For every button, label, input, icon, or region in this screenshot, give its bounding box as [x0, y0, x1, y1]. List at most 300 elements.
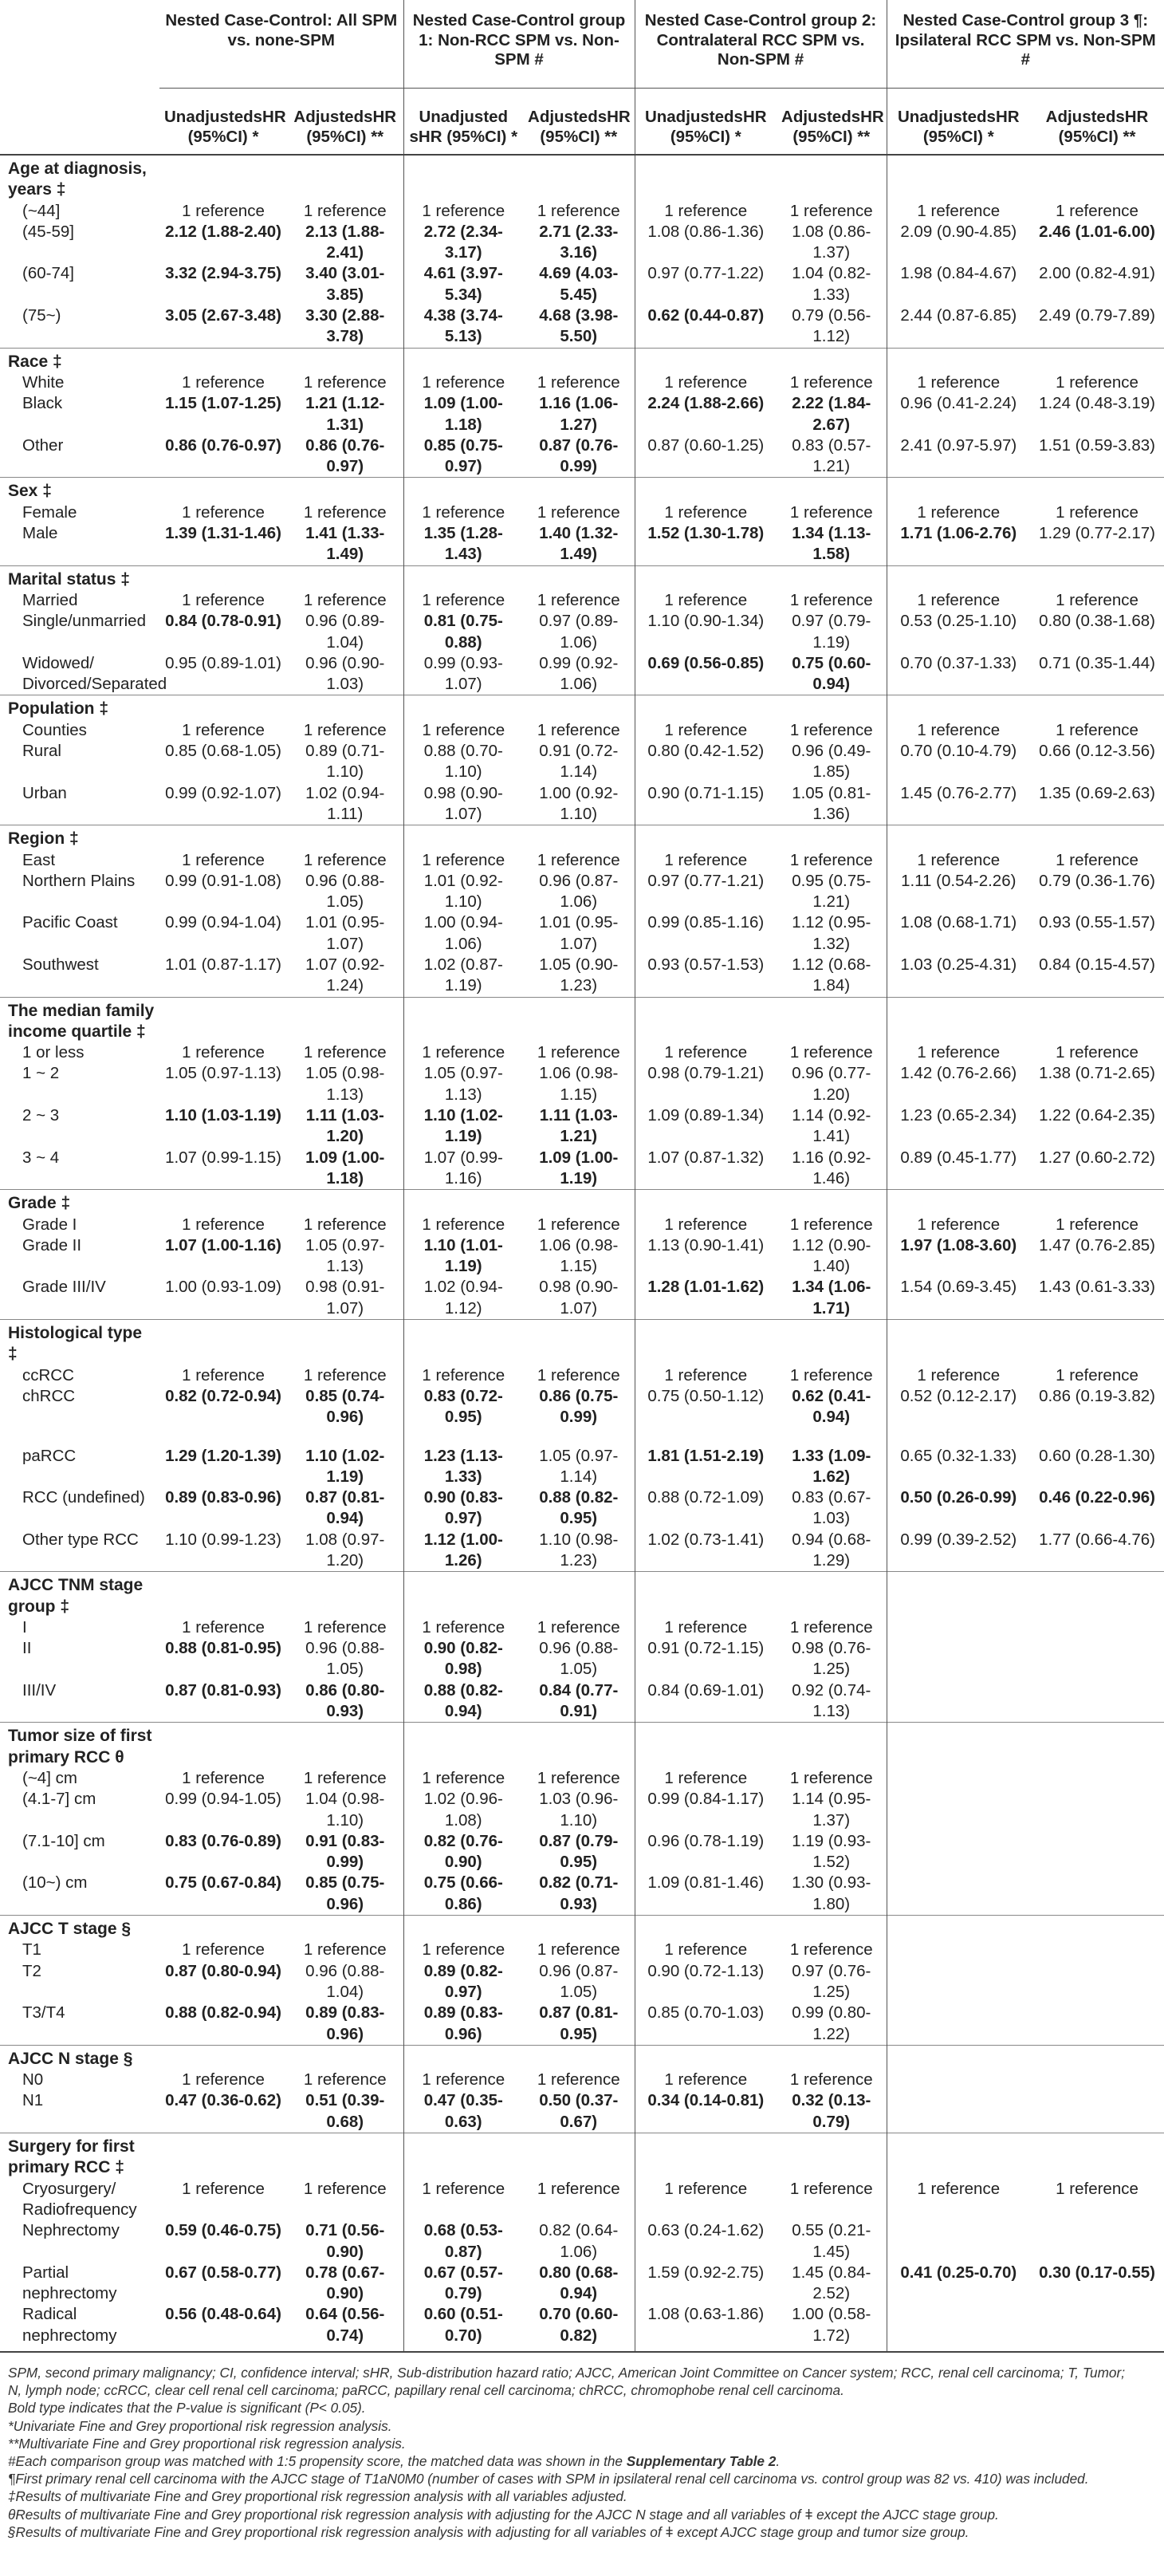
sHR-cell: 0.60 (0.51-0.70) — [403, 2304, 523, 2352]
sHR-cell: 1.34 (1.13-1.58) — [792, 524, 871, 564]
table-row — [0, 850, 1164, 871]
sHR-cell: 0.96 (0.90-1.03) — [305, 653, 385, 694]
sHR-cell: 0.51 (0.39-0.68) — [305, 2091, 385, 2131]
section-empty-cell — [777, 2133, 887, 2179]
sHR-cell: 1 reference — [403, 201, 523, 222]
section-empty-cell — [523, 1190, 635, 1215]
sHR-cell: 0.64 (0.56-0.74) — [287, 2304, 403, 2352]
sHR-cell: 0.75 (0.66-0.86) — [403, 1873, 523, 1915]
sHR-cell: 0.99 (0.85-1.16) — [635, 912, 777, 955]
sHR-cell: 0.86 (0.19-3.82) — [1039, 1386, 1155, 1405]
row-label: 1 or less — [22, 1043, 85, 1062]
sHR-cell — [887, 2070, 1030, 2090]
sHR-cell: 0.97 (0.89-1.06) — [539, 612, 619, 652]
sHR-cell: 1 reference — [789, 590, 873, 609]
sHR-cell: 1 reference — [182, 372, 265, 392]
sHR-cell: 1.09 (1.00-1.19) — [539, 1148, 619, 1188]
sHR-cell: 0.97 (0.77-1.22) — [635, 263, 777, 305]
sHR-cell: 1 reference — [635, 720, 777, 741]
sHR-cell: 1.06 (0.98-1.15) — [539, 1064, 619, 1104]
section-empty-cell — [1030, 1723, 1164, 1768]
row-label: (4.1-7] cm — [22, 1790, 96, 1809]
sHR-cell: 0.97 (0.79-1.19) — [792, 612, 871, 652]
section-empty-cell — [777, 1572, 887, 1617]
table-row — [0, 435, 1164, 478]
sHR-cell: 1.12 (0.68-1.84) — [792, 955, 871, 995]
section-empty-cell — [287, 1723, 403, 1768]
row-label: Single/unmarried — [22, 612, 146, 631]
sHR-cell: 0.95 (0.75-1.21) — [792, 871, 871, 912]
sHR-cell: 0.50 (0.26-0.99) — [887, 1487, 1030, 1530]
sHR-cell: 0.62 (0.41-0.94) — [792, 1386, 871, 1427]
section-title: Region ‡ — [0, 825, 159, 850]
section-empty-cell — [1030, 348, 1164, 372]
sHR-cell: 1.07 (0.99-1.16) — [403, 1148, 523, 1190]
sHR-cell: 1 reference — [887, 1215, 1030, 1235]
sHR-cell: 1 reference — [303, 1617, 387, 1637]
sHR-cell: 1 reference — [635, 1215, 777, 1235]
section-empty-cell — [887, 478, 1030, 502]
sHR-cell: 0.99 (0.39-2.52) — [887, 1530, 1030, 1572]
sHR-cell: 0.92 (0.74-1.13) — [792, 1680, 871, 1721]
sHR-cell: 0.98 (0.76-1.25) — [792, 1639, 871, 1679]
row-label: (~44] — [22, 201, 61, 220]
section-empty-cell — [1030, 2045, 1164, 2070]
sHR-cell: 1 reference — [1056, 850, 1138, 869]
row-label: (10~) cm — [22, 1873, 88, 1893]
sHR-cell: 0.89 (0.71-1.10) — [305, 742, 385, 782]
sHR-cell: 0.70 (0.37-1.33) — [887, 653, 1030, 695]
section-empty-cell — [159, 1723, 287, 1768]
sHR-cell: 1.10 (0.90-1.34) — [635, 611, 777, 653]
section-header-row — [0, 1572, 1164, 1617]
sHR-cell: 1.09 (0.81-1.46) — [635, 1873, 777, 1915]
section-empty-cell — [523, 1320, 635, 1365]
sHR-cell — [1030, 1680, 1164, 1723]
section-empty-cell — [777, 478, 887, 502]
sHR-cell: 0.75 (0.60-0.94) — [792, 653, 871, 694]
sHR-cell: 0.97 (0.76-1.25) — [792, 1961, 871, 2001]
section-empty-cell — [159, 1916, 287, 1940]
sHR-cell: 1 reference — [537, 1617, 620, 1637]
row-label: T1 — [22, 1940, 41, 1960]
sHR-cell: 0.99 (0.94-1.04) — [165, 913, 281, 932]
sHR-cell: 1 reference — [635, 502, 777, 523]
sHR-cell: 0.66 (0.12-3.56) — [1039, 742, 1155, 761]
section-empty-cell — [287, 2133, 403, 2179]
sHR-cell: 1.07 (1.00-1.16) — [165, 1235, 281, 1255]
section-header-row — [0, 155, 1164, 201]
section-empty-cell — [635, 155, 777, 201]
sub-header: AdjustedsHR (95%CI) ** — [287, 89, 403, 156]
sHR-cell: 3.40 (3.01-3.85) — [305, 264, 385, 304]
sHR-cell — [887, 1638, 1030, 1680]
sHR-cell: 1 reference — [403, 2179, 523, 2221]
section-empty-cell — [1030, 1572, 1164, 1617]
sHR-cell: 2.49 (0.79-7.89) — [1039, 306, 1155, 325]
sHR-cell: 0.79 (0.36-1.76) — [1039, 871, 1155, 890]
section-empty-cell — [287, 997, 403, 1042]
sHR-cell: 0.80 (0.68-0.94) — [539, 2263, 619, 2303]
row-label: Cryosurgery/ Radiofrequency — [22, 2179, 137, 2219]
sHR-cell: 0.96 (0.87-1.06) — [539, 871, 619, 912]
sHR-cell: 0.56 (0.48-0.64) — [159, 2304, 287, 2352]
sHR-cell: 0.55 (0.21-1.45) — [792, 2221, 871, 2261]
sHR-cell: 4.38 (3.74-5.13) — [403, 305, 523, 348]
section-empty-cell — [635, 478, 777, 502]
sHR-cell: 1 reference — [789, 372, 873, 392]
sHR-cell: 1 reference — [887, 201, 1030, 222]
sHR-cell: 1 reference — [1056, 502, 1138, 522]
sHR-cell: 2.13 (1.88-2.41) — [305, 222, 385, 262]
footnote-multivariate: **Multivariate Fine and Grey proportional risk regression analysis. — [8, 2435, 406, 2452]
sHR-cell: 0.60 (0.28-1.30) — [1039, 1446, 1155, 1465]
row-label: Widowed/ Divorced/Separated — [22, 653, 167, 694]
sHR-cell: 0.97 (0.77-1.21) — [635, 871, 777, 913]
section-empty-cell — [777, 155, 887, 201]
sHR-cell: 1.16 (0.92-1.46) — [792, 1148, 871, 1188]
sHR-cell: 1.42 (0.76-2.66) — [887, 1063, 1030, 1105]
table-row — [0, 1365, 1164, 1386]
sHR-cell: 1 reference — [403, 1768, 523, 1789]
sHR-cell: 0.93 (0.57-1.53) — [635, 955, 777, 997]
sHR-cell: 1.24 (0.48-3.19) — [1039, 394, 1155, 413]
sHR-cell: 1 reference — [303, 1215, 387, 1234]
section-empty-cell — [403, 1916, 523, 1940]
sHR-cell: 1.51 (0.59-3.83) — [1039, 435, 1155, 455]
section-empty-cell — [635, 1190, 777, 1215]
sHR-cell: 1.59 (0.92-2.75) — [635, 2263, 777, 2305]
sHR-cell: 1 reference — [303, 1768, 387, 1787]
row-label: Female — [22, 502, 77, 522]
sHR-cell: 1 reference — [182, 1940, 265, 1960]
sHR-cell — [1030, 1768, 1164, 1789]
section-empty-cell — [1030, 695, 1164, 720]
table-row — [0, 393, 1164, 435]
section-header-row — [0, 1723, 1164, 1768]
sHR-cell — [1030, 2070, 1164, 2090]
sHR-cell: 0.88 (0.72-1.09) — [635, 1487, 777, 1530]
row-label: (75~) — [22, 306, 61, 325]
group-header-3: Nested Case-Control group 3 ¶: Ipsilateral RCC SPM vs. Non-SPM # — [887, 0, 1164, 89]
sHR-cell: 0.50 (0.37-0.67) — [539, 2091, 619, 2131]
row-label: (~4] cm — [22, 1768, 77, 1787]
table-row — [0, 1487, 1164, 1530]
sHR-cell: 2.22 (1.84-2.67) — [792, 394, 871, 434]
row-label: Radical nephrectomy — [0, 2304, 159, 2352]
section-empty-cell — [1030, 565, 1164, 590]
section-empty-cell — [777, 1190, 887, 1215]
sHR-cell: 1 reference — [789, 2070, 873, 2090]
sHR-cell: 0.91 (0.72-1.15) — [635, 1638, 777, 1680]
sHR-cell: 1.00 (0.58-1.72) — [777, 2304, 887, 2352]
row-label: Southwest — [22, 955, 99, 974]
group-header-row — [0, 0, 1164, 89]
sHR-cell: 1.03 (0.25-4.31) — [887, 955, 1030, 997]
sHR-cell: 1 reference — [1056, 372, 1138, 392]
sHR-cell: 0.67 (0.57-0.79) — [403, 2263, 523, 2305]
row-label: Grade III/IV — [22, 1278, 106, 1297]
sHR-cell: 0.68 (0.53-0.87) — [403, 2220, 523, 2263]
sHR-cell — [887, 1940, 1030, 1960]
sHR-cell: 1.04 (0.82-1.33) — [792, 264, 871, 304]
sHR-cell: 1 reference — [537, 2070, 620, 2090]
sHR-cell: 1 reference — [182, 1215, 265, 1234]
sHR-cell: 1.08 (0.63-1.86) — [635, 2304, 777, 2352]
sHR-cell: 0.53 (0.25-1.10) — [887, 611, 1030, 653]
sHR-cell: 1 reference — [303, 720, 387, 739]
row-label: (60-74] — [22, 264, 74, 283]
sHR-cell: 1.11 (1.03-1.21) — [539, 1106, 618, 1146]
sHR-cell: 1.09 (0.89-1.34) — [635, 1105, 777, 1148]
sHR-cell: 1 reference — [789, 1768, 873, 1787]
sHR-cell: 0.99 (0.80-1.22) — [792, 2003, 871, 2043]
section-header-row — [0, 825, 1164, 850]
section-empty-cell — [403, 478, 523, 502]
section-empty-cell — [635, 1320, 777, 1365]
section-empty-cell — [159, 997, 287, 1042]
section-empty-cell — [887, 565, 1030, 590]
section-empty-cell — [887, 695, 1030, 720]
section-empty-cell — [523, 997, 635, 1042]
table-row — [0, 611, 1164, 653]
section-empty-cell — [287, 1320, 403, 1365]
sHR-cell: 1 reference — [182, 2179, 265, 2198]
sHR-cell: 1.09 (1.00-1.18) — [403, 393, 523, 435]
table-row — [0, 263, 1164, 305]
section-empty-cell — [777, 997, 887, 1042]
sHR-cell: 1 reference — [303, 1940, 387, 1960]
row-label: 3 ~ 4 — [22, 1148, 60, 1167]
sHR-cell: 1.02 (0.87-1.19) — [403, 955, 523, 997]
sHR-cell: 1.97 (1.08-3.60) — [887, 1235, 1030, 1278]
sHR-cell: 1.07 (0.99-1.15) — [165, 1148, 281, 1167]
section-empty-cell — [635, 825, 777, 850]
sHR-cell: 0.82 (0.71-0.93) — [539, 1873, 619, 1913]
row-label: Other — [22, 435, 64, 455]
sHR-cell: 0.70 (0.60-0.82) — [523, 2304, 635, 2352]
sHR-cell — [887, 1831, 1030, 1873]
sHR-cell: 0.87 (0.81-0.93) — [165, 1680, 281, 1700]
sHR-cell: 1 reference — [303, 2179, 387, 2198]
sHR-cell: 0.87 (0.81-0.94) — [305, 1488, 385, 1528]
sHR-cell — [887, 1768, 1030, 1789]
table-row — [0, 1530, 1164, 1572]
sHR-cell: 1.33 (1.09-1.62) — [792, 1446, 871, 1486]
sHR-cell — [1030, 1617, 1164, 1638]
sHR-cell — [887, 1617, 1030, 1638]
section-title: Histological type ‡ — [0, 1320, 159, 1365]
sHR-cell: 1.47 (0.76-2.85) — [1039, 1235, 1155, 1255]
section-empty-cell — [635, 1916, 777, 1940]
sHR-cell: 0.84 (0.15-4.57) — [1039, 955, 1155, 974]
section-empty-cell — [1030, 997, 1164, 1042]
row-label: I — [22, 1617, 27, 1637]
section-empty-cell — [159, 695, 287, 720]
sHR-cell: 2.71 (2.33-3.16) — [539, 222, 619, 262]
sHR-cell: 0.90 (0.83-0.97) — [403, 1487, 523, 1530]
sHR-cell: 1.98 (0.84-4.67) — [887, 263, 1030, 305]
section-empty-cell — [887, 2133, 1030, 2179]
sHR-cell: 0.52 (0.12-2.17) — [887, 1386, 1030, 1428]
footnote-ipsilateral: ¶First primary renal cell carcinoma with the AJCC stage of T1aN0M0 (number of cases with SPM in ipsilateral renal cell carcinoma vs. control group was 82 vs. 410) was included. — [8, 2471, 1089, 2487]
section-empty-cell — [777, 565, 887, 590]
sHR-cell: 1.35 (0.69-2.63) — [1039, 783, 1155, 802]
sHR-cell: 1.13 (0.90-1.41) — [635, 1235, 777, 1278]
section-empty-cell — [159, 348, 287, 372]
sHR-cell: 2.24 (1.88-2.66) — [635, 393, 777, 435]
table-row — [0, 1042, 1164, 1063]
table-row — [0, 1105, 1164, 1148]
sHR-cell: 1.12 (1.00-1.26) — [403, 1530, 523, 1572]
sHR-cell — [887, 1680, 1030, 1723]
sHR-cell: 1 reference — [789, 850, 873, 869]
sHR-cell: 1 reference — [403, 590, 523, 611]
table-row — [0, 2263, 1164, 2305]
sHR-cell: 1 reference — [537, 1365, 620, 1385]
section-empty-cell — [523, 155, 635, 201]
sHR-cell: 1.05 (0.97-1.13) — [165, 1064, 281, 1083]
sHR-cell: 1 reference — [789, 1940, 873, 1960]
section-header-row — [0, 2045, 1164, 2070]
sHR-cell: 1 reference — [789, 1215, 873, 1234]
section-empty-cell — [287, 478, 403, 502]
sHR-cell: 1 reference — [635, 1042, 777, 1063]
sHR-cell: 0.96 (0.49-1.85) — [792, 742, 871, 782]
sHR-cell: 4.69 (4.03-5.45) — [539, 264, 619, 304]
sHR-cell: 1.08 (0.86-1.36) — [635, 222, 777, 264]
sHR-cell: 1 reference — [635, 850, 777, 871]
sHR-cell: 0.90 (0.82-0.98) — [403, 1638, 523, 1680]
section-empty-cell — [887, 155, 1030, 201]
section-empty-cell — [159, 1190, 287, 1215]
sub-header-row — [0, 89, 1164, 156]
row-label: Married — [22, 590, 78, 609]
sHR-cell: 1 reference — [887, 372, 1030, 393]
sHR-cell: 0.96 (0.88-1.05) — [305, 1639, 385, 1679]
sHR-cell: 1.11 (1.03-1.20) — [305, 1106, 384, 1146]
section-empty-cell — [887, 1572, 1030, 1617]
sHR-cell: 1.45 (0.84-2.52) — [792, 2263, 871, 2303]
section-empty-cell — [777, 2045, 887, 2070]
sHR-cell: 0.90 (0.71-1.15) — [635, 783, 777, 825]
table-row — [0, 1386, 1164, 1428]
section-empty-cell — [777, 695, 887, 720]
sHR-cell: 2.00 (0.82-4.91) — [1039, 264, 1155, 283]
sHR-cell: 1.71 (1.06-2.76) — [887, 523, 1030, 565]
sHR-cell: 0.71 (0.56-0.90) — [305, 2221, 385, 2261]
sHR-cell: 1.02 (0.94-1.12) — [403, 1277, 523, 1319]
section-empty-cell — [523, 695, 635, 720]
section-empty-cell — [887, 1723, 1030, 1768]
sHR-cell: 2.09 (0.90-4.85) — [887, 222, 1030, 264]
sHR-cell: 1 reference — [303, 372, 387, 392]
sHR-cell: 1 reference — [303, 1043, 387, 1062]
sHR-cell: 1 reference — [403, 372, 523, 393]
row-label: Partial nephrectomy — [22, 2263, 117, 2303]
sHR-cell — [887, 1789, 1030, 1831]
table-row — [0, 590, 1164, 611]
sHR-cell: 0.98 (0.90-1.07) — [539, 1278, 619, 1318]
sHR-cell: 1 reference — [1056, 1215, 1138, 1234]
sHR-cell: 0.84 (0.77-0.91) — [539, 1680, 619, 1721]
sHR-cell: 1.08 (0.68-1.71) — [887, 912, 1030, 955]
sHR-cell: 0.98 (0.90-1.07) — [403, 783, 523, 825]
section-empty-cell — [287, 348, 403, 372]
sHR-cell: 1.23 (1.13-1.33) — [403, 1428, 523, 1488]
section-header-row — [0, 1320, 1164, 1365]
section-empty-cell — [635, 997, 777, 1042]
sHR-cell: 1 reference — [635, 2179, 777, 2221]
sHR-cell: 1 reference — [403, 720, 523, 741]
section-empty-cell — [777, 348, 887, 372]
row-label: Grade I — [22, 1215, 77, 1234]
sHR-cell: 3.05 (2.67-3.48) — [165, 306, 281, 325]
sHR-cell: 1 reference — [537, 1215, 620, 1234]
section-title: Population ‡ — [0, 695, 159, 720]
sHR-cell: 1 reference — [1056, 1365, 1138, 1385]
section-empty-cell — [635, 695, 777, 720]
section-empty-cell — [287, 825, 403, 850]
sHR-cell: 1.05 (0.97-1.13) — [403, 1063, 523, 1105]
sHR-cell: 0.91 (0.83-0.99) — [305, 1831, 385, 1872]
row-label: Northern Plains — [22, 871, 136, 890]
sHR-cell: 1.01 (0.92-1.10) — [403, 871, 523, 913]
sHR-cell — [1030, 1961, 1164, 2003]
sHR-cell — [1030, 1789, 1164, 1831]
sHR-cell: 1.10 (1.01-1.19) — [403, 1235, 523, 1278]
sHR-cell: 1.08 (0.86-1.37) — [792, 222, 871, 262]
row-label: (45-59] — [22, 222, 74, 241]
section-empty-cell — [159, 1572, 287, 1617]
sHR-cell: 1 reference — [635, 1768, 777, 1789]
sHR-cell: 0.80 (0.42-1.52) — [635, 741, 777, 783]
sHR-cell — [887, 2304, 1030, 2352]
sHR-cell: 1 reference — [537, 1768, 620, 1787]
section-title: The median family income quartile ‡ — [0, 997, 159, 1042]
sHR-cell: 0.85 (0.75-0.97) — [403, 435, 523, 478]
sHR-cell: 0.96 (0.87-1.05) — [539, 1961, 619, 2001]
sHR-cell: 1.00 (0.93-1.09) — [165, 1278, 281, 1297]
sHR-cell: 0.47 (0.35-0.63) — [403, 2090, 523, 2133]
section-empty-cell — [887, 825, 1030, 850]
sHR-cell: 3.30 (2.88-3.78) — [305, 306, 385, 346]
sHR-cell: 0.82 (0.76-0.90) — [403, 1831, 523, 1873]
section-empty-cell — [523, 1723, 635, 1768]
sHR-cell: 1 reference — [1056, 2179, 1138, 2198]
row-label: Counties — [22, 720, 87, 739]
sHR-cell: 0.46 (0.22-0.96) — [1039, 1488, 1155, 1507]
sHR-cell: 1.01 (0.87-1.17) — [165, 955, 281, 974]
sHR-cell: 0.75 (0.50-1.12) — [635, 1386, 777, 1428]
sHR-cell — [1030, 2090, 1164, 2133]
footnote-theta: θResults of multivariate Fine and Grey proportional risk regression analysis with adjusting for the AJCC N stage and all variables of ǂ except the AJCC stage group. — [8, 2506, 999, 2523]
sHR-cell: 1 reference — [303, 1365, 387, 1385]
sHR-cell: 0.96 (0.77-1.20) — [792, 1064, 871, 1104]
sHR-cell: 0.94 (0.68-1.29) — [792, 1530, 871, 1570]
sHR-cell: 0.30 (0.17-0.55) — [1039, 2263, 1155, 2282]
supplementary-link[interactable]: Supplementary Table 2 — [626, 2453, 777, 2470]
sHR-cell: 1 reference — [303, 850, 387, 869]
sHR-cell: 1.27 (0.60-2.72) — [1039, 1148, 1155, 1167]
sHR-cell: 1 reference — [1056, 590, 1138, 609]
sHR-cell: 1 reference — [537, 201, 620, 220]
sHR-cell: 0.70 (0.10-4.79) — [887, 741, 1030, 783]
sHR-cell: 0.88 (0.82-0.94) — [165, 2003, 281, 2023]
sHR-cell: 1.12 (0.95-1.32) — [792, 913, 871, 953]
sHR-cell: 0.88 (0.70-1.10) — [403, 741, 523, 783]
sHR-cell: 0.85 (0.74-0.96) — [305, 1386, 385, 1427]
